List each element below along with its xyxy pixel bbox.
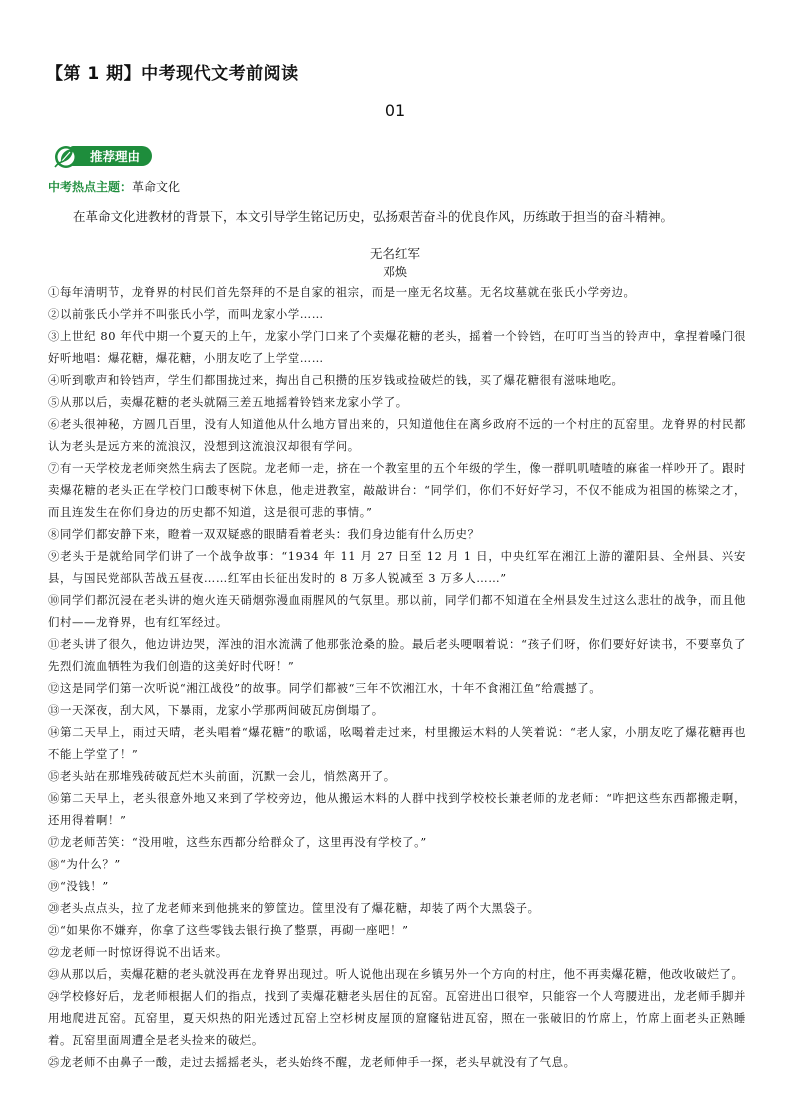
- article-body: [48, 281, 746, 1073]
- paragraph: ㉔学校修好后，龙老师根据人们的指点，找到了卖爆花糖老头居住的瓦窑。瓦窑进出口很窄，只能容一个人弯腰进出，龙老师手脚并用地爬进瓦窑。瓦窑里，夏天炽热的阳光透过瓦窑上空杉树皮屋顶的窟窿钻进瓦窑，照在一张破旧的竹席上，竹席上面老头正熟睡着。瓦窑里面周遭全是老头捡来的破烂。: [48, 989, 746, 1047]
- paragraph: ①每年清明节，龙脊界的村民们首先祭拜的不是自家的祖宗，而是一座无名坟墓。无名坟墓就在张氏小学旁边。: [48, 285, 636, 299]
- paragraph: ②以前张氏小学并不叫张氏小学，而叫龙家小学……: [48, 307, 324, 321]
- recommend-label: 推荐理由: [70, 146, 152, 166]
- paragraph: ⑥老头很神秘，方圆几百里，没有人知道他从什么地方冒出来的，只知道他住在离乡政府不远的一个村庄的瓦窑里。龙脊界的村民都认为老头是远方来的流浪汉，没想到这流浪汉却很有学问。: [48, 417, 746, 453]
- paragraph: ⑲“没钱！”: [48, 879, 109, 893]
- paragraph: ㉒龙老师一时惊讶得说不出话来。: [48, 945, 228, 959]
- intro-paragraph: 在革命文化进教材的背景下，本文引导学生铭记历史，弘扬艰苦奋斗的优良作风，历练敢于担当的奋斗精神。: [73, 209, 674, 224]
- paragraph: ⑱“为什么？”: [48, 857, 121, 871]
- paragraph: ④听到歌声和铃铛声，学生们都围拢过来，掏出自己积攒的压岁钱或捡破烂的钱，买了爆花糖很有滋味地吃。: [48, 373, 624, 387]
- recommend-badge: [52, 143, 152, 168]
- paragraph: ⑭第二天早上，雨过天晴，老头唱着“爆花糖”的歌谣，吆喝着走过来，村里搬运木料的人笑着说：“老人家，小朋友吃了爆花糖再也不能上学堂了！”: [48, 725, 746, 761]
- paragraph: ③上世纪 80 年代中期一个夏天的上午，龙家小学门口来了个卖爆花糖的老头，摇着一个铃铛，在叮叮当当的铃声中，拿捏着嗓门很好听地唱：爆花糖，爆花糖，小朋友吃了上学堂……: [48, 329, 746, 365]
- paragraph: ㉓从那以后，卖爆花糖的老头就没再在龙脊界出现过。听人说他出现在乡镇另外一个方向的村庄，他不再卖爆花糖，他改收破烂了。: [48, 967, 744, 981]
- paragraph: ⑦有一天学校龙老师突然生病去了医院。龙老师一走，挤在一个教室里的五个年级的学生，像一群叽叽喳喳的麻雀一样吵开了。跟时卖爆花糖的老头正在学校门口酸枣树下休息，他走进教室，敲敲讲台：“同学们，你们不好好学习，不仅不能成为祖国的栋梁之才，而且连发生在你们身边的历史都不知道，这是很可悲的事情。”: [48, 461, 746, 519]
- paragraph: ⑬一天深夜，刮大风，下暴雨，龙家小学那两间破瓦房倒塌了。: [48, 703, 384, 717]
- issue-number: 01: [384, 101, 406, 120]
- paragraph: ⑮老头站在那堆残砖破瓦烂木头前面，沉默一会儿，悄然离开了。: [48, 769, 396, 783]
- paragraph: ⑨老头于是就给同学们讲了一个战争故事：“1934 年 11 月 27 日至 12 月 1 日，中央红军在湘江上游的灌阳县、全州县、兴安县，与国民党部队苦战五昼夜……红军由长征出发时的 8 万多人锐减至 3 万多人……”: [48, 549, 746, 585]
- paragraph: ⑳老头点点头，拉了龙老师来到他挑来的箩筐边。筐里没有了爆花糖，却装了两个大黑袋子。: [48, 901, 540, 915]
- paragraph: ⑤从那以后，卖爆花糖的老头就隔三差五地摇着铃铛来龙家小学了。: [48, 395, 408, 409]
- topic-row: [48, 178, 180, 195]
- paragraph: ⑪老头讲了很久，他边讲边哭，浑浊的泪水流满了他那张沧桑的脸。最后老头哽咽着说：“孩子们呀，你们要好好读书，不要辜负了先烈们流血牺牲为我们创造的这美好时代呀！”: [48, 637, 746, 673]
- paragraph: ㉕龙老师不由鼻子一酸，走过去摇摇老头，老头始终不醒，龙老师伸手一探，老头早就没有了气息。: [48, 1055, 576, 1069]
- article-title: 无名红军: [369, 246, 420, 261]
- topic-label: 中考热点主题：: [48, 180, 133, 194]
- paragraph: ⑫这是同学们第一次听说“湘江战役”的故事。同学们都被“三年不饮湘江水，十年不食湘江鱼”给震撼了。: [48, 681, 602, 695]
- paragraph: ⑰龙老师苦笑：“没用啦，这些东西都分给群众了，这里再没有学校了。”: [48, 835, 427, 849]
- leaf-icon: [52, 143, 82, 169]
- page-title: 【第 1 期】中考现代文考前阅读: [46, 64, 299, 84]
- topic-value: 革命文化: [132, 180, 181, 194]
- paragraph: ⑯第二天早上，老头很意外地又来到了学校旁边，他从搬运木料的人群中找到学校校长兼老师的龙老师：“咋把这些东西都搬走啊，还用得着啊！”: [48, 791, 746, 827]
- paragraph: ⑧同学们都安静下来，瞪着一双双疑惑的眼睛看着老头：我们身边能有什么历史？: [48, 527, 480, 541]
- paragraph: ⑩同学们都沉浸在老头讲的炮火连天硝烟弥漫血雨腥风的气氛里。那以前，同学们都不知道在全州县发生过这么悲壮的战争，而且他们村——龙脊界，也有红军经过。: [48, 593, 746, 629]
- article-author: 邓焕: [382, 265, 407, 279]
- paragraph: ㉑“如果你不嫌弃，你拿了这些零钱去银行换了整票，再砌一座吧！”: [48, 923, 409, 937]
